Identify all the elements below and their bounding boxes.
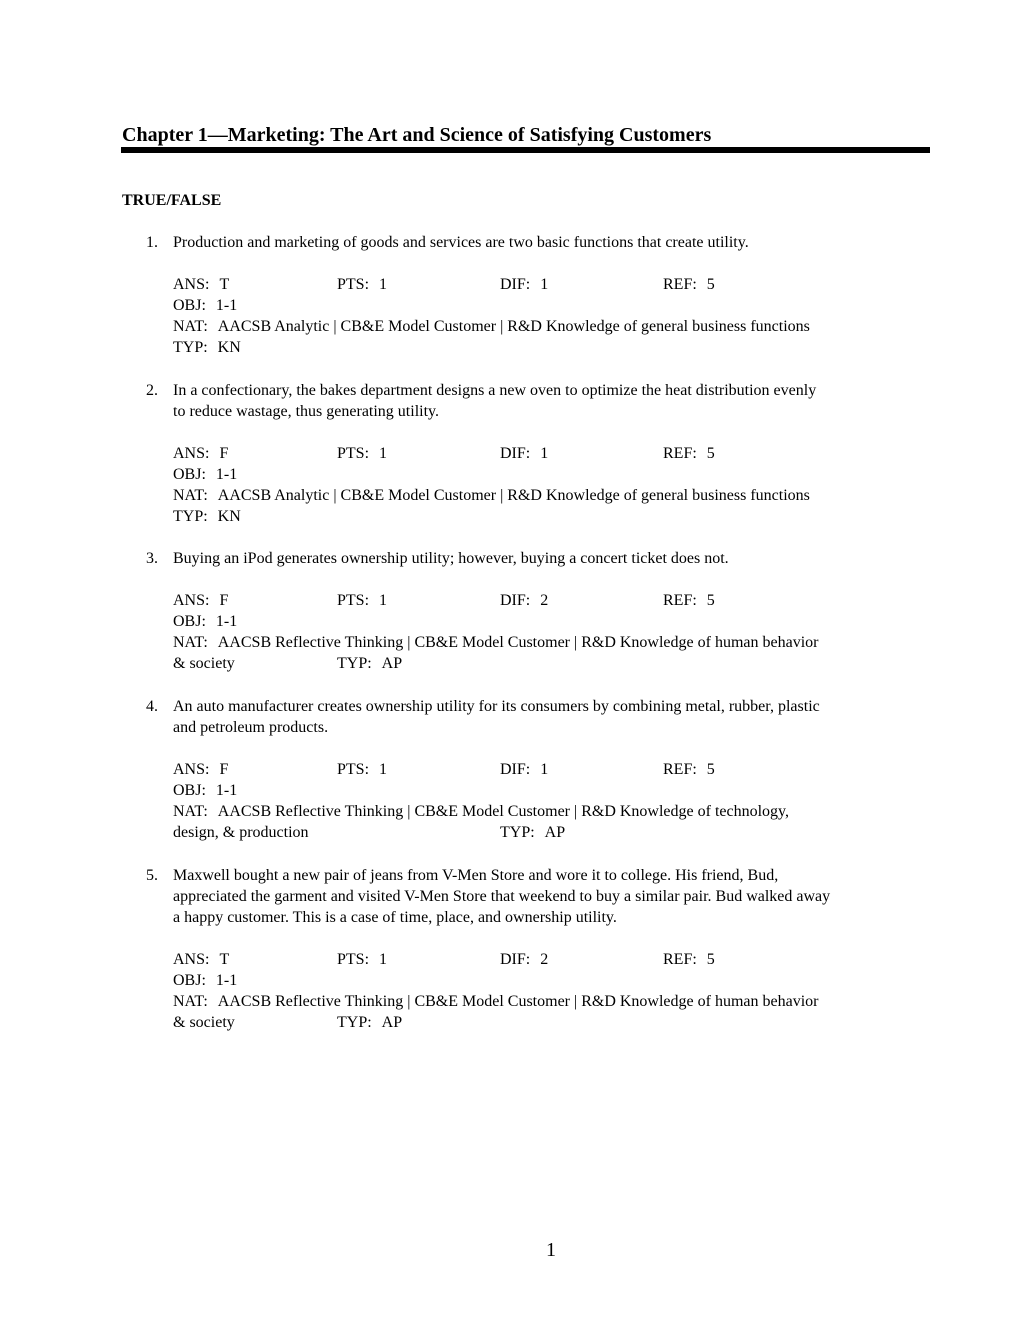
typ-label: TYP: — [173, 508, 208, 525]
obj-label: OBJ: — [173, 297, 206, 314]
question-number: 3. — [146, 550, 158, 567]
nat-line — [173, 316, 933, 337]
ans-label: ANS: — [173, 761, 210, 778]
obj-label: OBJ: — [173, 782, 206, 799]
nat-value: AACSB Reflective Thinking | CB&E Model Customer | R&D Knowledge of human behavior — [217, 634, 819, 651]
nat-label: NAT: — [173, 634, 208, 651]
ref-value: 5 — [706, 445, 715, 462]
question-number: 1. — [146, 234, 158, 251]
page-title: Chapter 1—Marketing: The Art and Science of Satisfying Customers — [122, 124, 712, 146]
nat-label: NAT: — [173, 803, 208, 820]
dif-label: DIF: — [500, 445, 531, 462]
ans-label: ANS: — [173, 951, 210, 968]
typ-label: TYP: — [173, 339, 208, 356]
dif-value: 2 — [540, 951, 549, 968]
nat-label: NAT: — [173, 487, 208, 504]
ans-value: F — [219, 761, 229, 778]
ans-value: T — [219, 951, 230, 968]
dif-value: 1 — [540, 445, 549, 462]
obj-value: 1-1 — [215, 972, 238, 989]
ans-value: F — [219, 445, 229, 462]
page-number: 1 — [546, 1239, 556, 1261]
typ-label: TYP: — [337, 1014, 372, 1031]
typ-value: AP — [381, 655, 403, 672]
obj-label: OBJ: — [173, 972, 206, 989]
pts-label: PTS: — [337, 951, 370, 968]
ref-value: 5 — [706, 951, 715, 968]
pts-value: 1 — [379, 592, 388, 609]
answer-metadata — [173, 759, 933, 843]
nat-line — [173, 801, 933, 822]
nat-value: AACSB Analytic | CB&E Model Customer | R&D Knowledge of general business functions — [217, 487, 810, 504]
obj-value: 1-1 — [215, 297, 238, 314]
nat-continuation: & society — [173, 1014, 235, 1031]
ref-value: 5 — [706, 761, 715, 778]
pts-value: 1 — [379, 761, 388, 778]
title-rule — [121, 147, 930, 153]
pts-label: PTS: — [337, 445, 370, 462]
pts-label: PTS: — [337, 276, 370, 293]
typ-line — [173, 337, 933, 358]
typ-value: AP — [544, 824, 566, 841]
ans-value: T — [219, 276, 230, 293]
pts-value: 1 — [379, 445, 388, 462]
dif-label: DIF: — [500, 761, 531, 778]
ans-label: ANS: — [173, 276, 210, 293]
obj-line — [173, 970, 933, 991]
ans-label: ANS: — [173, 592, 210, 609]
obj-line — [173, 464, 933, 485]
nat-line — [173, 485, 933, 506]
typ-line — [173, 506, 933, 527]
question-number: 4. — [146, 698, 158, 715]
typ-value: AP — [381, 1014, 403, 1031]
nat-continuation-line — [173, 653, 933, 674]
question-number: 2. — [146, 382, 158, 399]
nat-line — [173, 632, 933, 653]
pts-value: 1 — [379, 276, 388, 293]
dif-label: DIF: — [500, 951, 531, 968]
obj-line — [173, 611, 933, 632]
section-heading: TRUE/FALSE — [122, 192, 222, 209]
question-text: In a confectionary, the bakes department designs a new oven to optimize the heat distribution evenly to reduce wastage, thus generating utility. — [173, 382, 817, 420]
answer-metadata — [173, 949, 933, 1033]
obj-label: OBJ: — [173, 613, 206, 630]
ref-label: REF: — [663, 761, 697, 778]
ref-value: 5 — [706, 276, 715, 293]
answer-line — [173, 274, 933, 295]
nat-continuation: & society — [173, 655, 235, 672]
obj-line — [173, 780, 933, 801]
typ-label: TYP: — [500, 824, 535, 841]
obj-value: 1-1 — [215, 782, 238, 799]
ref-label: REF: — [663, 276, 697, 293]
nat-label: NAT: — [173, 993, 208, 1010]
answer-metadata — [173, 590, 933, 674]
question-number: 5. — [146, 867, 158, 884]
obj-label: OBJ: — [173, 466, 206, 483]
answer-metadata — [173, 443, 933, 527]
obj-value: 1-1 — [215, 466, 238, 483]
dif-value: 1 — [540, 276, 549, 293]
question-text: Production and marketing of goods and services are two basic functions that create utility. — [173, 234, 749, 251]
answer-metadata — [173, 274, 933, 358]
answer-line — [173, 443, 933, 464]
typ-value: KN — [217, 508, 241, 525]
ref-label: REF: — [663, 951, 697, 968]
nat-continuation-line — [173, 822, 933, 843]
dif-label: DIF: — [500, 592, 531, 609]
dif-value: 2 — [540, 592, 549, 609]
nat-continuation: design, & production — [173, 824, 309, 841]
typ-label: TYP: — [337, 655, 372, 672]
obj-value: 1-1 — [215, 613, 238, 630]
nat-value: AACSB Analytic | CB&E Model Customer | R&D Knowledge of general business functions — [217, 318, 810, 335]
ans-label: ANS: — [173, 445, 210, 462]
pts-label: PTS: — [337, 592, 370, 609]
obj-line — [173, 295, 933, 316]
ref-label: REF: — [663, 592, 697, 609]
ref-label: REF: — [663, 445, 697, 462]
nat-line — [173, 991, 933, 1012]
answer-line — [173, 590, 933, 611]
ref-value: 5 — [706, 592, 715, 609]
question-text: Buying an iPod generates ownership utility; however, buying a concert ticket does not. — [173, 550, 729, 567]
pts-label: PTS: — [337, 761, 370, 778]
answer-line — [173, 949, 933, 970]
nat-value: AACSB Reflective Thinking | CB&E Model Customer | R&D Knowledge of human behavior — [217, 993, 819, 1010]
nat-continuation-line — [173, 1012, 933, 1033]
ans-value: F — [219, 592, 229, 609]
question-text: An auto manufacturer creates ownership utility for its consumers by combining metal, rubber, plastic and petroleum products. — [173, 698, 820, 736]
nat-value: AACSB Reflective Thinking | CB&E Model Customer | R&D Knowledge of technology, — [217, 803, 790, 820]
pts-value: 1 — [379, 951, 388, 968]
typ-value: KN — [217, 339, 241, 356]
dif-label: DIF: — [500, 276, 531, 293]
nat-label: NAT: — [173, 318, 208, 335]
answer-line — [173, 759, 933, 780]
dif-value: 1 — [540, 761, 549, 778]
question-text: Maxwell bought a new pair of jeans from V-Men Store and wore it to college. His friend, Bud, appreciated the garment and visited V-Men Store that weekend to buy a similar pair. Bud walked away a happy customer. This is a case of time, place, and ownership utility. — [173, 867, 831, 926]
